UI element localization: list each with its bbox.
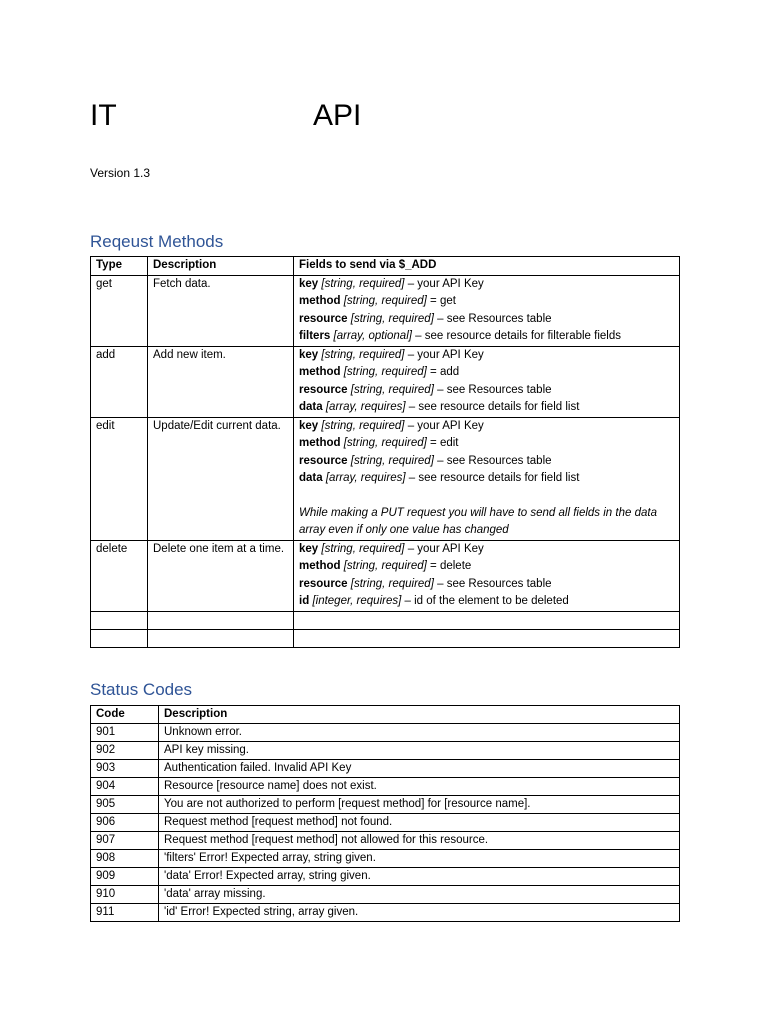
method-type: add [91,346,148,417]
status-code: 907 [91,832,159,850]
field-line [299,593,674,611]
status-codes-table [90,705,680,922]
table-row [91,868,680,886]
status-code: 911 [91,904,159,922]
table-row [91,724,680,742]
empty-cell [148,611,294,629]
table-header-row [91,706,680,724]
field-detail: = get [426,295,456,307]
status-description: Resource [resource name] does not exist. [159,778,680,796]
field-detail: – see Resources table [433,454,552,467]
field-detail: – see resource details for filterable fields [411,330,621,342]
field-detail: – see Resources table [433,383,552,396]
column-header-description: Description [159,706,680,724]
empty-cell [294,629,680,647]
table-row [91,346,680,417]
field-name: data [299,472,323,484]
field-name: method [299,560,341,572]
field-detail: = add [426,366,460,378]
table-row [91,417,680,540]
method-description: Add new item. [148,346,294,417]
field-name: key [299,277,319,290]
empty-table-row [91,629,680,647]
method-fields [294,346,680,417]
method-type: get [91,275,148,346]
table-row [91,778,680,796]
table-row [91,760,680,778]
field-line [299,399,674,417]
field-type: [array, requires] [325,401,406,413]
method-fields [294,417,680,540]
field-detail: – see Resources table [433,577,552,590]
status-code: 909 [91,868,159,886]
field-detail: – your API Key [404,348,484,361]
field-line [299,382,674,400]
field-name: key [299,542,319,555]
field-line [299,558,674,576]
doc-version: Version 1.3 [90,166,151,180]
table-row [91,886,680,904]
table-row [91,850,680,868]
status-description: You are not authorized to perform [request method] for [resource name]. [159,796,680,814]
status-description: Unknown error. [159,724,680,742]
field-name: method [299,437,341,449]
field-detail: – your API Key [404,277,484,290]
field-type: [string, required] [343,366,427,378]
request-methods-table [90,256,680,648]
field-detail: – your API Key [404,419,484,432]
field-name: key [299,348,319,361]
field-line [299,347,674,365]
table-row [91,904,680,922]
field-line [299,435,674,453]
status-code: 905 [91,796,159,814]
status-code: 903 [91,760,159,778]
field-detail: = delete [426,560,472,572]
field-line [299,576,674,594]
field-type: [integer, requires] [312,595,402,607]
field-line [299,293,674,311]
field-line [299,453,674,471]
field-type: [string, required] [343,437,427,449]
empty-cell [294,611,680,629]
field-type: [string, required] [321,419,405,432]
status-code: 906 [91,814,159,832]
field-line [299,328,674,346]
table-row [91,742,680,760]
method-description: Fetch data. [148,275,294,346]
field-type: [string, required] [350,454,434,467]
status-description: Request method [request method] not allowed for this resource. [159,832,680,850]
field-type: [array, requires] [325,472,406,484]
field-name: data [299,401,323,413]
status-code: 908 [91,850,159,868]
field-detail: – see resource details for field list [405,401,580,413]
status-description: 'id' Error! Expected string, array given. [159,904,680,922]
field-type: [array, optional] [333,330,412,342]
edit-note: While making a PUT request you will have to send all fields in the data array even if only one value has changed [299,506,657,536]
field-detail: – see resource details for field list [405,472,580,484]
field-line [299,470,674,488]
field-detail: – your API Key [404,542,484,555]
empty-cell [148,629,294,647]
field-line [299,418,674,436]
field-detail: = edit [426,437,459,449]
field-line [299,276,674,294]
method-fields [294,540,680,611]
column-header-fields: Fields to send via $_ADD [294,257,680,276]
field-name: resource [299,312,348,325]
field-type: [string, required] [350,577,434,590]
method-type: edit [91,417,148,540]
field-name: method [299,295,341,307]
field-detail: – see Resources table [433,312,552,325]
field-name: filters [299,330,331,342]
field-name: resource [299,454,348,467]
spacer [299,488,674,505]
doc-title-right: API [313,99,362,132]
field-type: [string, required] [343,295,427,307]
method-type: delete [91,540,148,611]
empty-table-row [91,611,680,629]
status-description: 'data' Error! Expected array, string given. [159,868,680,886]
table-row [91,796,680,814]
column-header-type: Type [91,257,148,276]
request-methods-heading: Reqeust Methods [90,232,224,251]
field-name: key [299,419,319,432]
field-type: [string, required] [350,383,434,396]
table-row [91,540,680,611]
field-line [299,311,674,329]
method-description: Delete one item at a time. [148,540,294,611]
field-type: [string, required] [350,312,434,325]
method-fields [294,275,680,346]
status-description: 'data' array missing. [159,886,680,904]
field-type: [string, required] [343,560,427,572]
table-header-row [91,257,680,276]
field-type: [string, required] [321,348,405,361]
column-header-code: Code [91,706,159,724]
field-name: resource [299,577,348,590]
status-description: API key missing. [159,742,680,760]
table-row [91,814,680,832]
field-type: [string, required] [321,542,405,555]
field-type: [string, required] [321,277,405,290]
field-name: method [299,366,341,378]
status-description: Authentication failed. Invalid API Key [159,760,680,778]
field-name: id [299,595,310,607]
empty-cell [91,611,148,629]
doc-title-left: IT [90,99,117,132]
field-detail: – id of the element to be deleted [401,595,569,607]
status-code: 910 [91,886,159,904]
status-code: 901 [91,724,159,742]
status-codes-heading: Status Codes [90,680,193,699]
empty-cell [91,629,148,647]
field-line [299,364,674,382]
column-header-description: Description [148,257,294,276]
table-row [91,832,680,850]
method-description: Update/Edit current data. [148,417,294,540]
status-description: 'filters' Error! Expected array, string given. [159,850,680,868]
status-description: Request method [request method] not found. [159,814,680,832]
status-code: 904 [91,778,159,796]
status-code: 902 [91,742,159,760]
table-row [91,275,680,346]
field-line [299,541,674,559]
field-name: resource [299,383,348,396]
